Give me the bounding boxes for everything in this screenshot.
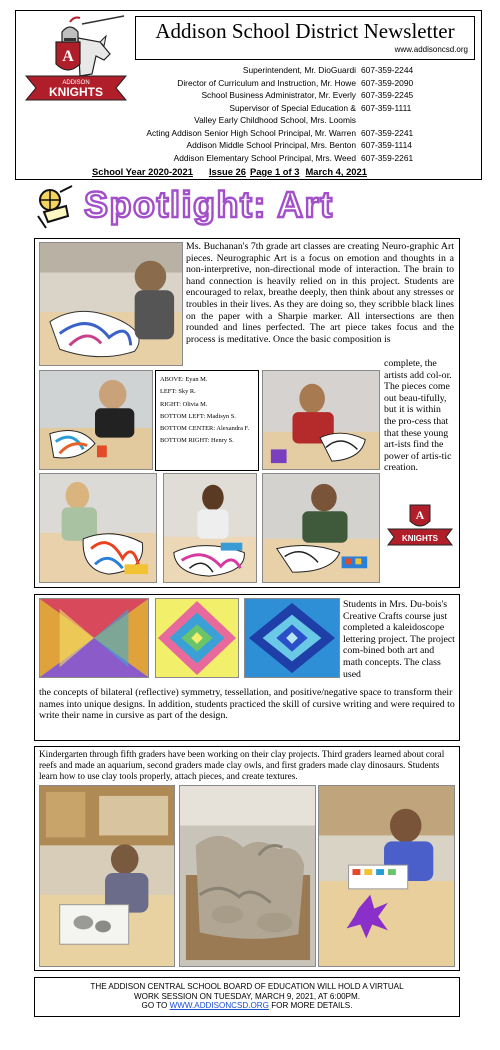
- photo-clay-dinosaurs: [179, 785, 316, 967]
- staff-role: Director of Curriculum and Instruction, Mr. Howe: [177, 77, 356, 88]
- website-text: www.addisoncsd.org: [394, 45, 468, 54]
- issue-line: [92, 166, 383, 177]
- photo-student-madisyn: [39, 473, 157, 583]
- caption-left: LEFT: Sky R.: [160, 388, 196, 396]
- staff-phone: 607-359-2241: [361, 127, 414, 138]
- photo-student-eyan: [39, 242, 183, 366]
- logo-word: KNIGHTS: [49, 85, 103, 99]
- knights-logo-small: [386, 503, 454, 549]
- kaleidoscope-art-2: [155, 598, 239, 678]
- notice-line-1: THE ADDISON CENTRAL SCHOOL BOARD OF EDUCATION WILL HOLD A VIRTUAL: [90, 982, 404, 991]
- logo-small-text: ADDISON: [62, 80, 90, 86]
- notice-after: FOR MORE DETAILS.: [271, 1001, 353, 1011]
- logo-letter: A: [62, 48, 74, 65]
- staff-phone: 607-359-2090: [361, 77, 414, 88]
- spotlight-title-text: Spotlight: Art: [84, 184, 334, 225]
- neurographic-text-side: complete, the artists add col-or. The pieces come out beau-tifully, but it is within the pro-cess that that these young art-ists find the power of artis-tic creation.: [384, 358, 452, 474]
- page-number: Page 1 of 3: [249, 166, 300, 177]
- logo-small-word: KNIGHTS: [402, 534, 438, 543]
- issue-date: March 4, 2021: [305, 166, 367, 177]
- kaleidoscope-text-side: Students in Mrs. Du-bois's Creative Crafts course just completed a kaleidoscope lettering project. The project com-bined both art and math concepts. The class used: [343, 599, 455, 680]
- logo-small-letter: A: [415, 508, 425, 522]
- kaleidoscope-art-3: [244, 598, 340, 678]
- kaleidoscope-art-1: [39, 598, 149, 678]
- staff-role: Supervisor of Special Education &: [229, 102, 356, 113]
- notice-line-3: [35, 1001, 459, 1011]
- kaleidoscope-text-bottom: the concepts of bilateral (reflective) symmetry, tessellation, and positive/negative space to transform their names into unique designs. In addition, students practiced the skill of cursive writing and were required to write their name in cursive as part of the design.: [39, 687, 455, 722]
- photo-student-olivia: [262, 370, 380, 470]
- notice-go-to: GO TO: [141, 1001, 168, 1011]
- neurographic-text-top: Ms. Buchanan's 7th grade art classes are creating Neuro-graphic Art pieces. Neurographic Art is a focus on emotion and thoughts in a non-interpretive, non-directional mode of interaction. The brain to hand connection is heavily relied on in this project. Students are encouraged to relax, breathe deeply, then think about any stresses or troubles in their lives. As they are doing so, they scribble black lines on the paper with a Sharpie marker. All intersections are then rounded and lines perfected. The art piece takes focus and the process is meditative. Once the basic composition is: [186, 241, 454, 345]
- caption-bottom-left: BOTTOM LEFT: Madisyn S.: [160, 412, 236, 420]
- notice-line-2: WORK SESSION ON TUESDAY, MARCH 9, 2021, AT 6:00PM.: [134, 991, 360, 1001]
- spotlight-title: [80, 184, 460, 226]
- caption-bottom-center: BOTTOM CENTER: Alexandra F.: [160, 425, 250, 433]
- board-meeting-notice: [34, 977, 460, 1017]
- staff-role: Superintendent, Mr. DioGuardi: [242, 65, 356, 75]
- issue-number: Issue 26: [208, 166, 246, 177]
- staff-role: School Business Administrator, Mr. Everly: [201, 90, 356, 100]
- school-year: School Year 2020-2021: [92, 166, 193, 177]
- photo-clay-student-2: [318, 785, 455, 967]
- staff-phones: [361, 65, 441, 165]
- caption-bottom-right: BOTTOM RIGHT: Henry S.: [160, 437, 234, 445]
- photo-student-sky: [39, 370, 153, 470]
- staff-phone: 607-359-2245: [361, 90, 414, 100]
- staff-role: Addison Middle School Principal, Mrs. Benton: [186, 140, 356, 150]
- staff-phone: 607-359-1114: [361, 140, 412, 150]
- staff-role: Valley Early Childhood School, Mrs. Loomis: [194, 115, 356, 125]
- staff-role: Addison Elementary School Principal, Mrs. Weed: [173, 152, 356, 163]
- staff-phone: 607-359-2244: [361, 65, 414, 75]
- staff-roles: [20, 65, 356, 165]
- title-box: [135, 16, 475, 60]
- staff-phone: 607-359-2261: [361, 152, 414, 163]
- staff-role: Acting Addison Senior High School Principal, Mr. Warren: [146, 127, 356, 138]
- clay-text: Kindergarten through fifth graders have been working on their clay projects. Third graders learned about coral reefs and made an aquarium, second graders made clay owls, and first graders made clay dinosaurs. Students learn how to use clay tools properly, attach pieces, and create textures.: [39, 749, 445, 781]
- photo-clay-student: [39, 785, 175, 967]
- caption-above: ABOVE: Eyan M.: [160, 376, 208, 383]
- photo-student-henry: [262, 473, 380, 583]
- newsletter-title: Addison School District Newsletter: [155, 19, 455, 43]
- photo-captions: [155, 370, 259, 471]
- spotlight-clipart: [30, 182, 76, 232]
- photo-student-alexandra: [163, 473, 257, 583]
- staff-phone: 607-359-1111: [361, 102, 412, 113]
- caption-right: RIGHT: Olivia M.: [160, 400, 208, 408]
- district-website-link[interactable]: WWW.ADDISONCSD.ORG: [169, 1001, 269, 1011]
